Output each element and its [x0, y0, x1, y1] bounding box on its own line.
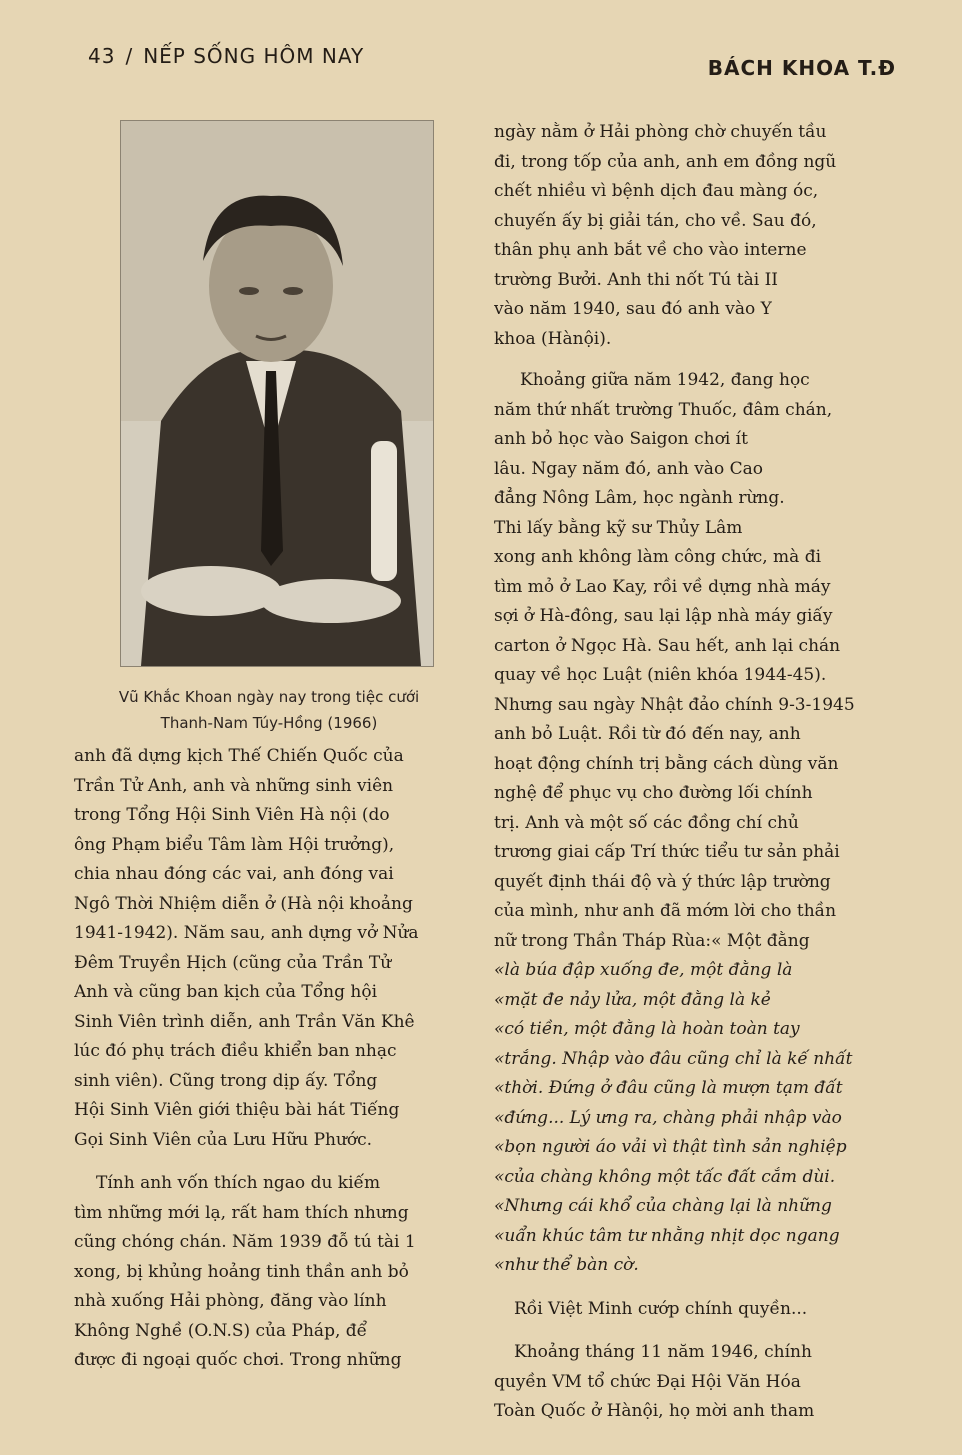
paragraph [74, 1169, 464, 1376]
paragraph [494, 118, 894, 354]
text-line: trường Bưởi. Anh thi nốt Tú tài II [494, 269, 779, 290]
text-line: Không Nghề (O.N.S) của Pháp, để [74, 1320, 368, 1341]
text-line: anh đã dựng kịch Thế Chiến Quốc của [74, 746, 404, 766]
caption-line: Thanh-Nam Túy-Hồng (1966) [160, 714, 378, 732]
text-line: trương giai cấp Trí thức tiểu tư sản phải [494, 842, 840, 862]
quote-line: «trắng. Nhập vào đâu cũng chỉ là kế nhất [494, 1048, 853, 1069]
text-line: 1941-1942). Năm sau, anh dựng vở Nửa [74, 923, 419, 943]
text-line: Đêm Truyền Hịch (cũng của Trần Tử [74, 952, 392, 973]
quote-line: «của chàng không một tấc đất cắm dùi. [494, 1166, 836, 1187]
text-line: nghệ để phục vụ cho đường lối chính [494, 783, 813, 803]
text-line: Khoảng tháng 11 năm 1946, chính [514, 1342, 812, 1362]
paragraph [494, 1338, 894, 1427]
caption-line: Vũ Khắc Khoan ngày nay trong tiệc cưới [118, 688, 420, 706]
text-line: đẳng Nông Lâm, học ngành rừng. [494, 488, 785, 508]
paragraph [494, 366, 894, 956]
quote-line: «Nhưng cái khổ của chàng lại là những [494, 1196, 832, 1216]
text-line: lúc đó phụ trách điều khiển ban nhạc [74, 1041, 397, 1061]
text-line: sợi ở Hà-đông, sau lại lập nhà máy giấy [494, 606, 833, 626]
text-line: cũng chóng chán. Năm 1939 đỗ tú tài 1 [74, 1232, 416, 1252]
page-header [88, 44, 364, 68]
section-title: NẾP SỐNG HÔM NAY [143, 44, 365, 68]
text-line: nữ trong Thần Tháp Rùa:« Một đằng [494, 930, 810, 951]
text-line: lâu. Ngay năm đó, anh vào Cao [494, 458, 763, 479]
text-line: Sinh Viên trình diễn, anh Trần Văn Khê [74, 1011, 415, 1032]
paragraph [494, 1295, 894, 1325]
quote-line: «thời. Đứng ở đâu cũng là mượn tạm đất [494, 1078, 843, 1098]
text-line: hoạt động chính trị bằng cách dùng văn [494, 753, 839, 774]
text-line: xong anh không làm công chức, mà đi [494, 547, 822, 567]
text-line: khoa (Hànội). [494, 328, 612, 349]
text-line: của mình, như anh đã mớm lời cho thần [494, 901, 837, 921]
text-line: Trần Tử Anh, anh và những sinh viên [74, 775, 394, 796]
text-line: Ngô Thời Nhiệm diễn ở (Hà nội khoảng [74, 893, 413, 914]
text-line: được đi ngoại quốc chơi. Trong những [74, 1350, 402, 1370]
page-number: 43 [88, 44, 116, 68]
text-line: carton ở Ngọc Hà. Sau hết, anh lại chán [494, 635, 841, 656]
text-line: sinh viên). Cũng trong dịp ấy. Tổng [74, 1070, 378, 1091]
header-separator: / [125, 44, 134, 68]
left-column [74, 742, 464, 1376]
quote-line: «đứng... Lý ưng ra, chàng phải nhập vào [494, 1107, 842, 1128]
text-line: Khoảng giữa năm 1942, đang học [520, 370, 810, 390]
quote-line: «như thể bàn cờ. [494, 1255, 639, 1275]
text-line: xong, bị khủng hoảng tinh thần anh bỏ [74, 1261, 409, 1282]
text-line: quyết định thái độ và ý thức lập trường [494, 871, 831, 892]
quotation [494, 956, 894, 1281]
quote-line: «uẩn khúc tâm tư nhằng nhịt dọc ngang [494, 1225, 840, 1246]
quote-line: «có tiền, một đằng là hoàn toàn tay [494, 1019, 800, 1039]
text-line: quyền VM tổ chức Đại Hội Văn Hóa [494, 1371, 801, 1392]
text-line: Nhưng sau ngày Nhật đảo chính 9-3-1945 [494, 694, 855, 715]
text-line: chuyến ấy bị giải tán, cho về. Sau đó, [494, 210, 817, 231]
text-line: anh bỏ học vào Saigon chơi ít [494, 429, 748, 449]
text-line: đi, trong tốp của anh, anh em đồng ngũ [494, 151, 837, 172]
publication-name: BÁCH KHOA T.Đ [707, 56, 896, 80]
paragraph [74, 742, 464, 1155]
quote-line: «bọn người áo vải vì thật tình sản nghiệp [494, 1137, 847, 1157]
right-column [494, 118, 894, 1427]
text-line: chết nhiều vì bệnh dịch đau màng óc, [494, 181, 819, 201]
text-line: ông Phạm biểu Tâm làm Hội trưởng), [74, 834, 395, 855]
text-line: Anh và cũng ban kịch của Tổng hội [74, 982, 378, 1002]
text-line: thân phụ anh bắt về cho vào interne [494, 240, 807, 260]
text-line: Tính anh vốn thích ngao du kiếm [96, 1173, 381, 1193]
portrait-photo [120, 120, 434, 667]
quote-line: «mặt đe nảy lửa, một đằng là kẻ [494, 989, 771, 1010]
text-line: Toàn Quốc ở Hànội, họ mời anh tham [494, 1401, 815, 1421]
text-line: anh bỏ Luật. Rồi từ đó đến nay, anh [494, 724, 801, 744]
text-line: tìm những mới lạ, rất ham thích nhưng [74, 1202, 409, 1223]
text-line: Rồi Việt Minh cướp chính quyền... [514, 1298, 808, 1319]
text-line: quay về học Luật (niên khóa 1944-45). [494, 665, 827, 685]
text-line: trị. Anh và một số các đồng chí chủ [494, 812, 799, 833]
portrait-image [121, 121, 433, 666]
text-line: vào năm 1940, sau đó anh vào Y [494, 299, 772, 319]
text-line: Hội Sinh Viên giới thiệu bài hát Tiếng [74, 1100, 400, 1120]
text-line: ngày nằm ở Hải phòng chờ chuyến tầu [494, 122, 827, 142]
text-line: nhà xuống Hải phòng, đăng vào lính [74, 1291, 387, 1311]
photo-caption [74, 684, 464, 736]
text-line: tìm mỏ ở Lao Kay, rồi về dựng nhà máy [494, 576, 831, 597]
text-line: chia nhau đóng các vai, anh đóng vai [74, 864, 394, 884]
text-line: Gọi Sinh Viên của Lưu Hữu Phước. [74, 1129, 373, 1150]
text-line: Thi lấy bằng kỹ sư Thủy Lâm [494, 517, 743, 538]
text-line: năm thứ nhất trường Thuốc, đâm chán, [494, 399, 833, 420]
text-line: trong Tổng Hội Sinh Viên Hà nội (do [74, 805, 390, 825]
quote-line: «là búa đập xuống đe, một đằng là [494, 960, 793, 980]
